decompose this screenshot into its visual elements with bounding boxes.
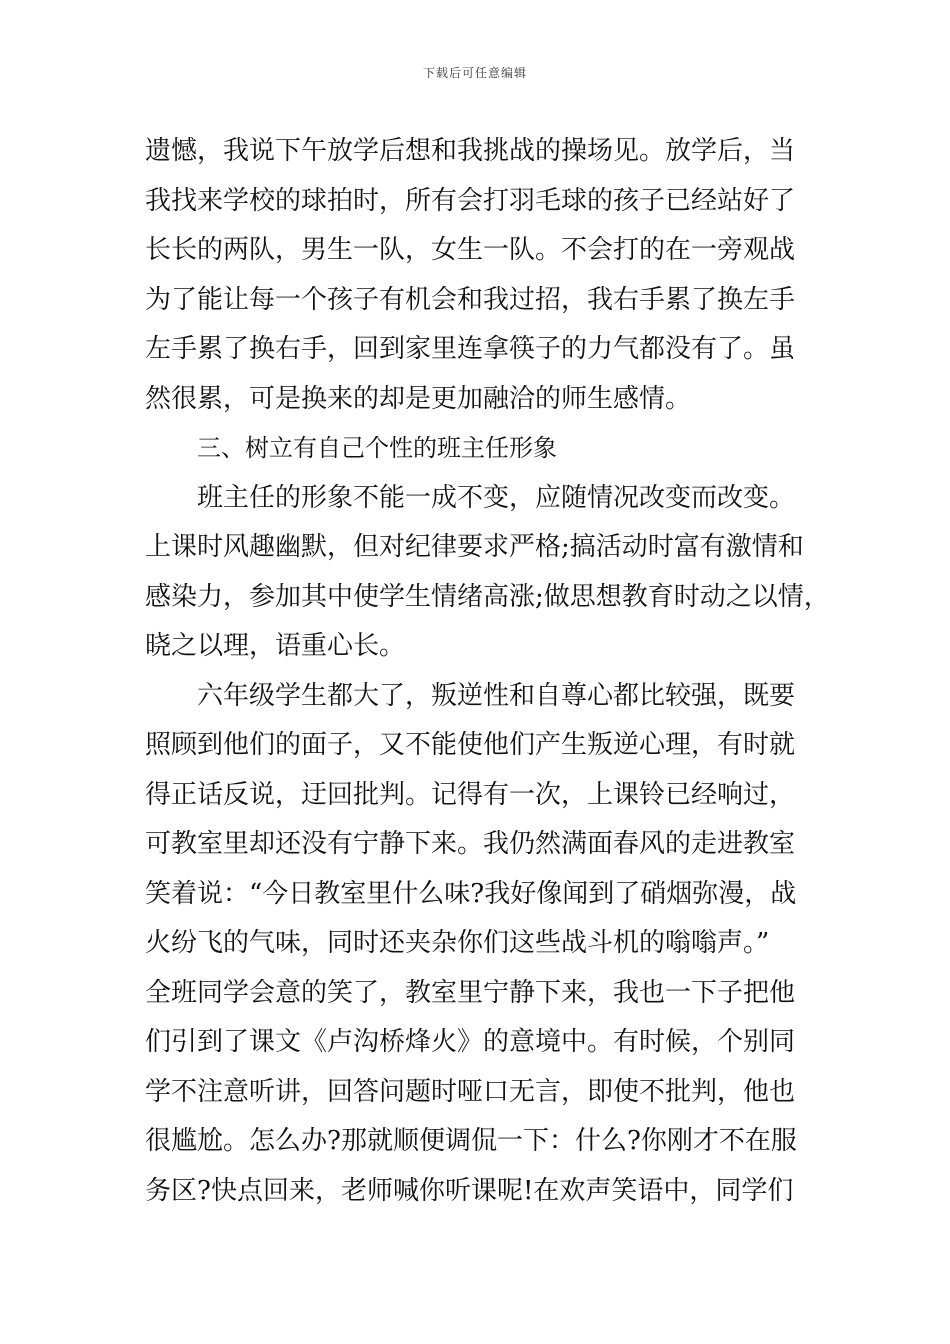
text-line: 晓之以理，语重心长。 [145,631,406,661]
document-body [145,127,835,1216]
text-line: 可教室里却还没有宁静下来。我仍然满面春风的走进教室 [145,829,796,859]
paragraph-start-line: 六年级学生都大了，叛逆性和自尊心都比较强，既要 [197,680,796,711]
text-line: 长长的两队，男生一队，女生一队。不会打的在一旁观战 [145,235,796,265]
text-line: 火纷飞的气味，同时还夹杂你们这些战斗机的嗡嗡声。” [145,928,770,958]
text-line: 务区?快点回来，老师喊你听课呢!在欢声笑语中，同学们 [145,1175,794,1206]
text-line: 遗憾，我说下午放学后想和我挑战的操场见。放学后，当 [145,136,796,166]
text-line: 得正话反说，迂回批判。记得有一次，上课铃已经响过， [145,779,796,810]
text-line: 全班同学会意的笑了，教室里宁静下来，我也一下子把他 [145,977,796,1008]
text-line: 然很累，可是换来的却是更加融洽的师生感情。 [145,383,692,414]
paragraph-start-line: 班主任的形象不能一成不变，应随情况改变而改变。 [197,482,796,513]
text-line: 笑着说：“今日教室里什么味?我好像闻到了硝烟弥漫，战 [145,878,797,909]
page-header: 下载后可任意编辑 [422,66,527,80]
section-heading: 三、树立有自己个性的班主任形象 [197,434,557,462]
text-line: 照顾到他们的面子，又不能使他们产生叛逆心理，有时就 [145,730,796,760]
text-line: 感染力，参加其中使学生情绪高涨;做思想教育时动之以情， [145,581,830,612]
text-line: 上课时风趣幽默，但对纪律要求严格;搞活动时富有激情和 [145,532,804,562]
text-line: 左手累了换右手，回到家里连拿筷子的力气都没有了。虽 [145,334,796,364]
text-line: 为了能让每一个孩子有机会和我过招，我右手累了换左手 [145,284,796,315]
text-line: 很尴尬。怎么办?那就顺便调侃一下：什么?你刚才不在服 [145,1126,797,1156]
text-line: 们引到了课文《卢沟桥烽火》的意境中。有时候，个别同 [145,1027,796,1057]
text-line: 我找来学校的球拍时，所有会打羽毛球的孩子已经站好了 [145,185,796,216]
text-line: 学不注意听讲，回答问题时哑口无言，即使不批判，他也 [145,1076,796,1107]
